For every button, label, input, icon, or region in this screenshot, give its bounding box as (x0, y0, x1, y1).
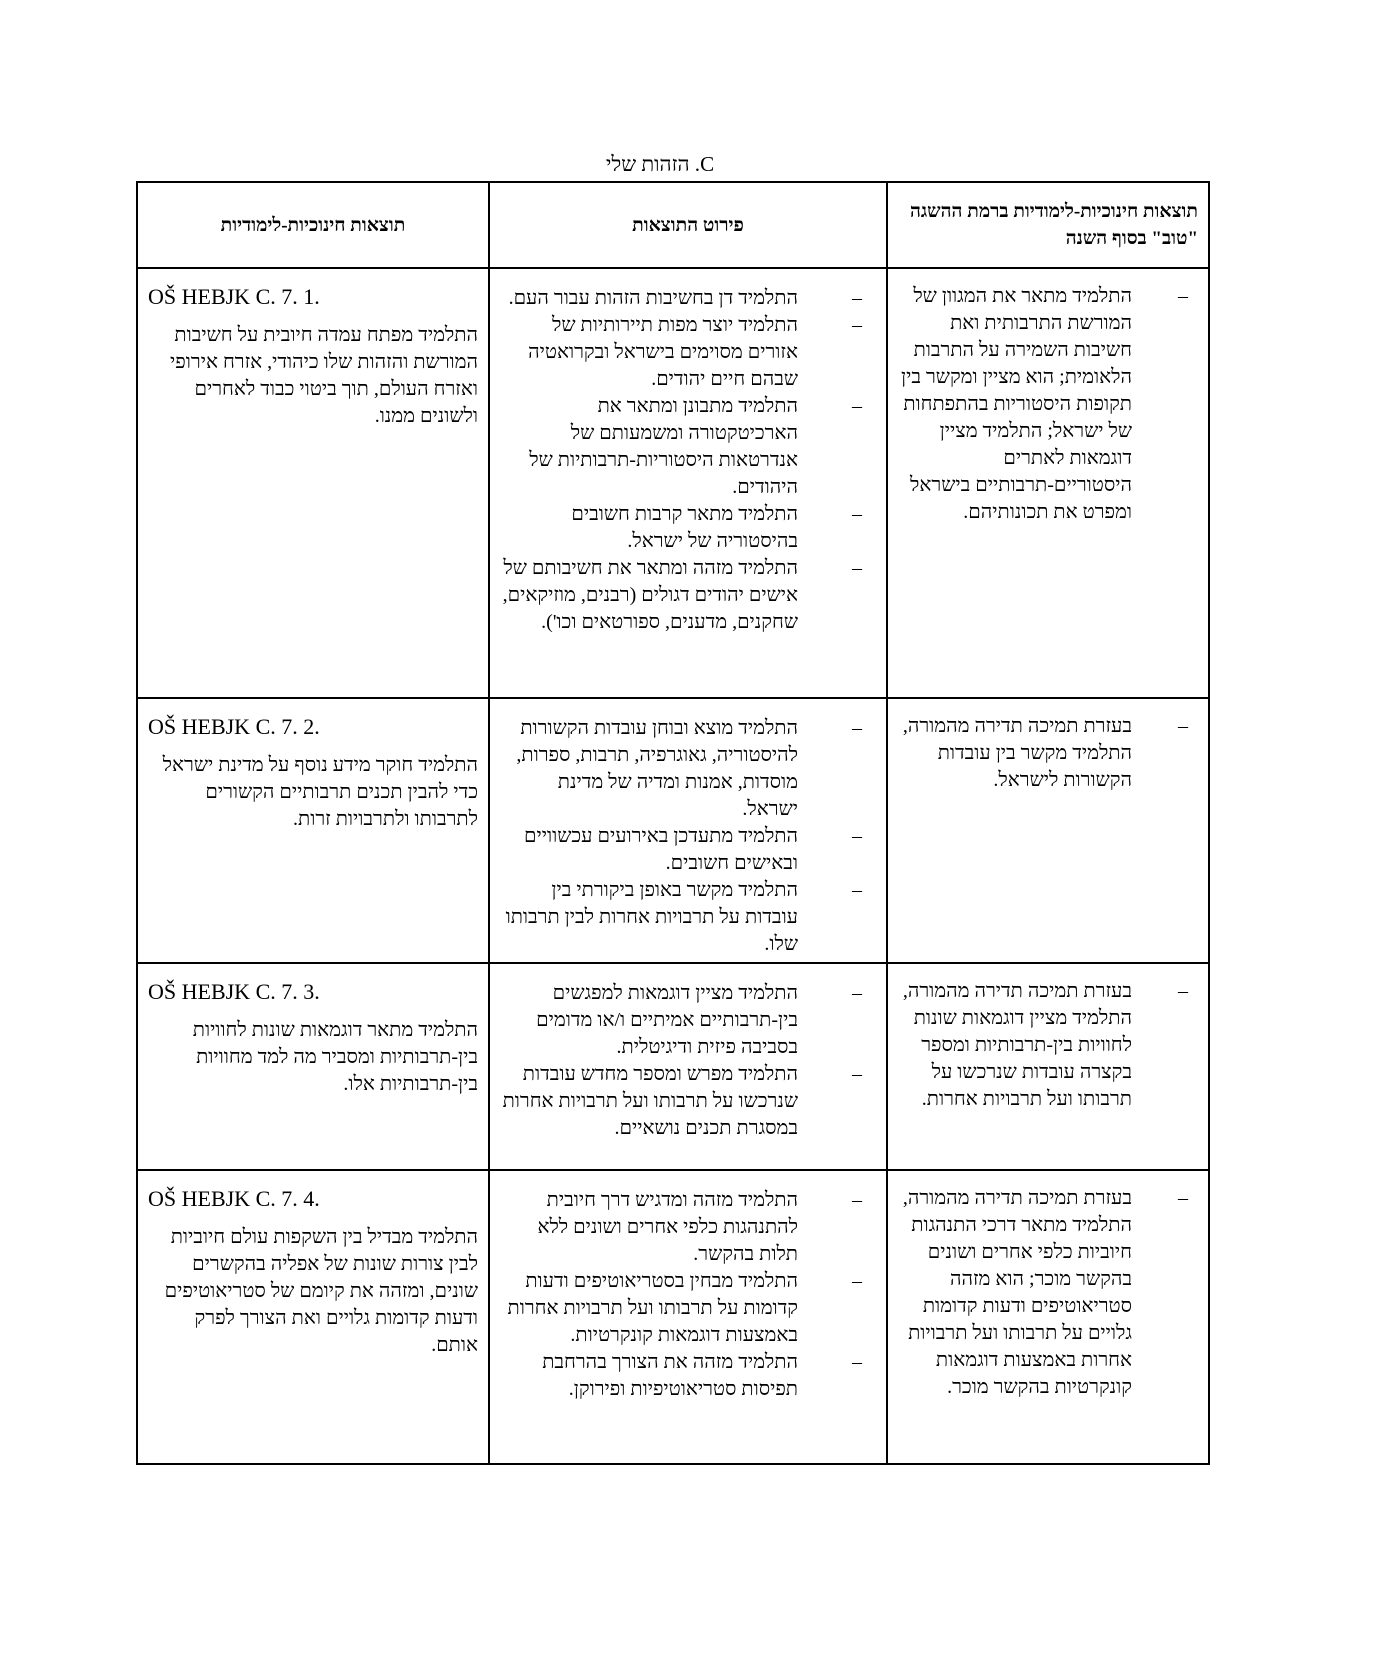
item-text: התלמיד דן בחשיבות הזהות עבור העם. (508, 287, 798, 309)
list-item (502, 980, 862, 1061)
list-item (502, 877, 862, 958)
good-level-cell (887, 698, 1209, 963)
item-text: התלמיד מתאר קרבות חשובים בהיסטוריה של ישראל. (571, 503, 798, 552)
list-item (890, 283, 1188, 526)
item-text: התלמיד מוצא ובוחן עובדות הקשורות להיסטוריה, גאוגרפיה, תרבות, ספרות, מוסדות, אמנות ומדיה של מדינת ישראל. (516, 717, 798, 820)
dash-bullet: – (1178, 980, 1188, 1002)
item-text: התלמיד מזהה ומתאר את חשיבותם של אישים יהודים דגולים (רבנים, מוזיקאים, שחקנים, מדענים, ספורטאים וכו'). (502, 557, 798, 633)
details-cell (489, 698, 887, 963)
list-item (890, 713, 1188, 794)
list-item (502, 1349, 862, 1403)
table-row (137, 268, 1209, 698)
item-text: התלמיד מבחין בסטריאוטיפים ודעות קדומות על תרבותו ועל תרבויות אחרות באמצעות דוגמאות קונקרטיות. (507, 1270, 798, 1346)
outcome-text: התלמיד חוקר מידע נוסף על מדינת ישראל כדי להבין תכנים תרבותיים הקשורים לתרבותו ולתרבויות זרות. (162, 754, 478, 830)
item-text: התלמיד מתאר את המגוון של המורשת התרבותית ואת חשיבות השמירה על התרבות הלאומית; הוא מציין ומקשר בין תקופות היסטוריות בהתפתחות של ישראל; התלמיד מציין דוגמאות לאתרים היסטוריים-תרבותיים בישראל ומפרט את תכונותיהם. (900, 285, 1132, 523)
outcome-cell (137, 268, 489, 698)
table-row (137, 1170, 1209, 1464)
outcome-code: OŠ HEBJK C. 7. 2. (148, 714, 320, 739)
list-item (502, 823, 862, 877)
list-item (502, 1268, 862, 1349)
outcome-code: OŠ HEBJK C. 7. 3. (148, 979, 320, 1004)
dash-bullet: – (852, 503, 862, 525)
dash-bullet: – (1178, 715, 1188, 737)
item-text: בעזרת תמיכה תדירה מהמורה, התלמיד מקשר בין עובדות הקשורות לישראל. (902, 715, 1132, 791)
header-outcomes: תוצאות חינוכיות-לימודיות (137, 182, 489, 268)
dash-bullet: – (852, 717, 862, 739)
outcome-cell (137, 1170, 489, 1464)
item-text: בעזרת תמיכה תדירה מהמורה, התלמיד מציין דוגמאות שונות לחוויות בין-תרבותיות ומספר בקצרה עובדות שנרכשו על תרבותו ועל תרבויות אחרות. (902, 980, 1132, 1110)
outcome-cell (137, 963, 489, 1170)
dash-bullet: – (852, 879, 862, 901)
item-text: התלמיד מזהה ומדגיש דרך חיובית להתנהגות כלפי אחרים ושונים ללא תלות בהקשר. (537, 1189, 798, 1265)
item-text: התלמיד מציין דוגמאות למפגשים בין-תרבותיים אמיתיים ו/או מדומים בסביבה פיזית ודיגיטלית. (536, 982, 798, 1058)
item-text: התלמיד יוצר מפות תיירותיות של אזורים מסוימים בישראל ובקרואטיה שבהם חיים יהודים. (528, 314, 798, 390)
good-level-cell (887, 268, 1209, 698)
item-text: התלמיד מזהה את הצורך בהרחבת תפיסות סטריאוטיפיות ופירוקן. (542, 1351, 798, 1400)
list-item (502, 715, 862, 823)
item-text: התלמיד מתעדכן באירועים עכשוויים ובאישים חשובים. (524, 825, 798, 874)
table-title: C. הזהות שלי (605, 152, 715, 176)
outcome-text: התלמיד מתאר דוגמאות שונות לחוויות בין-תרבותיות ומסביר מה למד מחוויות בין-תרבותיות אלו. (192, 1019, 478, 1095)
outcome-code: OŠ HEBJK C. 7. 4. (148, 1186, 320, 1211)
dash-bullet: – (852, 1351, 862, 1373)
learning-outcomes-table (136, 181, 1210, 1465)
item-text: התלמיד מפרש ומספר מחדש עובדות שנרכשו על תרבותו ועל תרבויות אחרות במסגרת תכנים נושאיים. (502, 1063, 798, 1139)
list-item (502, 1061, 862, 1142)
dash-bullet: – (852, 1270, 862, 1292)
table-row (137, 963, 1209, 1170)
header-details: פירוט התוצאות (489, 182, 887, 268)
header-row (137, 182, 1209, 268)
details-cell (489, 1170, 887, 1464)
list-item (502, 501, 862, 555)
list-item (502, 1187, 862, 1268)
table-row (137, 698, 1209, 963)
details-cell (489, 268, 887, 698)
outcome-cell (137, 698, 489, 963)
list-item (890, 978, 1188, 1113)
outcome-code: OŠ HEBJK C. 7. 1. (148, 284, 320, 309)
outcome-text: התלמיד מבדיל בין השקפות עולם חיוביות לבין צורות שונות של אפליה בהקשרים שונים, ומזהה את קיומם של סטריאוטיפים ודעות קדומות גלויים ואת הצורך לפרק אותם. (164, 1226, 478, 1356)
dash-bullet: – (852, 287, 862, 309)
dash-bullet: – (852, 1063, 862, 1085)
list-item (502, 555, 862, 636)
item-text: התלמיד מתבונן ומתאר את הארכיטקטורה ומשמעותם של אנדרטאות היסטוריות-תרבותיות של היהודים. (529, 395, 798, 498)
list-item (502, 393, 862, 501)
dash-bullet: – (852, 314, 862, 336)
list-item (890, 1185, 1188, 1401)
list-item (502, 312, 862, 393)
dash-bullet: – (852, 395, 862, 417)
good-level-cell (887, 963, 1209, 1170)
dash-bullet: – (852, 557, 862, 579)
header-good-level: תוצאות חינוכיות-לימודיות ברמת ההשגה "טוב" בסוף השנה (887, 182, 1209, 268)
dash-bullet: – (1178, 285, 1188, 307)
item-text: התלמיד מקשר באופן ביקורתי בין עובדות על תרבויות אחרות לבין תרבותו שלו. (505, 879, 798, 955)
details-cell (489, 963, 887, 1170)
list-item (502, 285, 862, 312)
good-level-cell (887, 1170, 1209, 1464)
dash-bullet: – (852, 825, 862, 847)
outcome-text: התלמיד מפתח עמדה חיובית על חשיבות המורשת והזהות שלו כיהודי, אזרח אירופי ואזרח העולם, תוך ביטוי כבוד לאחרים ולשונים ממנו. (170, 324, 478, 427)
dash-bullet: – (1178, 1187, 1188, 1209)
dash-bullet: – (852, 982, 862, 1004)
dash-bullet: – (852, 1189, 862, 1211)
item-text: בעזרת תמיכה תדירה מהמורה, התלמיד מתאר דרכי התנהגות חיוביות כלפי אחרים ושונים בהקשר מוכר; הוא מזהה סטריאוטיפים ודעות קדומות גלויים על תרבותו ועל תרבויות אחרות באמצעות דוגמאות קונקרטיות בהקשר מוכר. (902, 1187, 1132, 1398)
